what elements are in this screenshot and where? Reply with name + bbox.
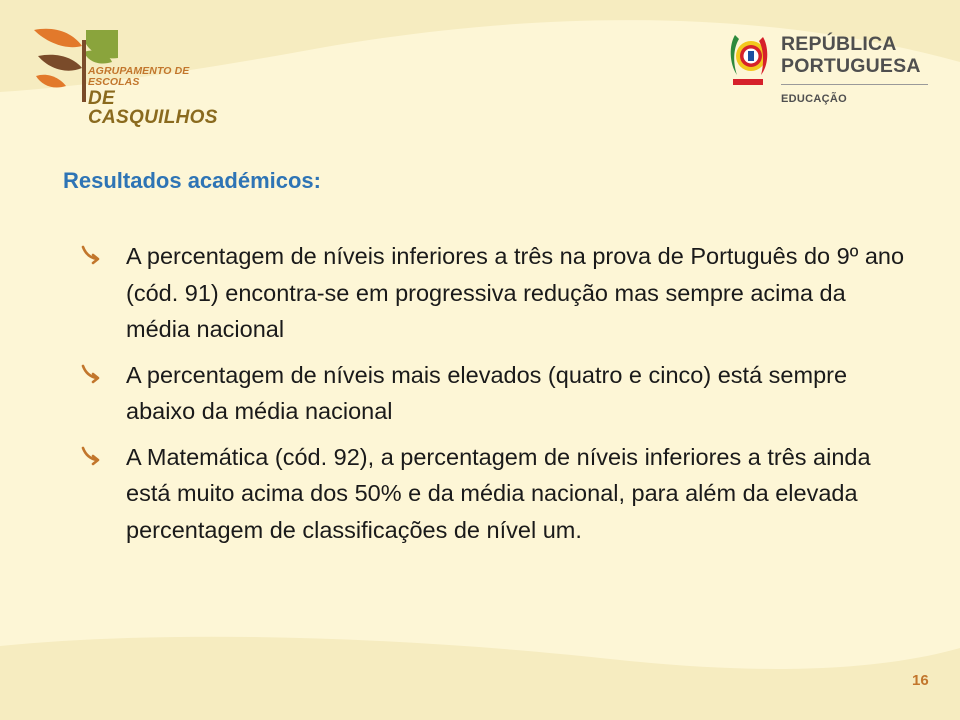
page-number: 16 [912, 672, 929, 689]
government-name-line2: PORTUGUESA [781, 55, 921, 77]
bullet-list [80, 238, 920, 557]
curved-arrow-bullet-icon [80, 244, 126, 268]
bullet-text: A Matemática (cód. 92), a percentagem de níveis inferiores a três ainda está muito acima dos 50% e da média nacional, para além da elevada percentagem de classificações de nível um. [126, 443, 871, 543]
government-department: EDUCAÇÃO [781, 93, 847, 105]
curved-arrow-bullet-icon [80, 363, 126, 387]
bullet-text: A percentagem de níveis inferiores a três na prova de Português do 9º ano (cód. 91) encontra-se em progressiva redução mas sempre acima da média nacional [126, 243, 905, 342]
government-logo-divider [781, 84, 928, 85]
school-name [88, 66, 230, 127]
bullet-item [80, 439, 920, 549]
school-name-line1: AGRUPAMENTO DE ESCOLAS [88, 65, 190, 88]
school-logo [30, 22, 230, 128]
school-name-line2: DE CASQUILHOS [88, 88, 218, 128]
government-name-line1: REPÚBLICA [781, 33, 897, 55]
bullet-item [80, 357, 920, 430]
curved-arrow-bullet-icon [80, 445, 126, 469]
bullet-item [80, 238, 920, 348]
slide-title: Resultados académicos: [63, 168, 321, 193]
portuguese-republic-emblem-icon [727, 29, 771, 87]
bullet-text: A percentagem de níveis mais elevados (quatro e cinco) está sempre abaixo da média nacional [126, 361, 848, 424]
government-logo [781, 33, 928, 105]
